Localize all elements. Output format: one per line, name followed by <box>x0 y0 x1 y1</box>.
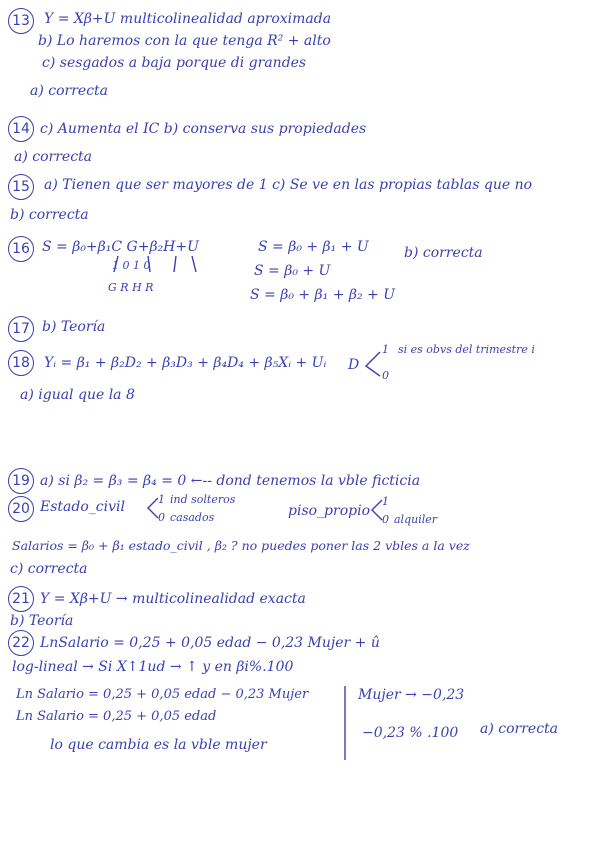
question-number-22: 22 <box>8 630 34 656</box>
q19-line-1: a) si β₂ = β₃ = β₄ = 0 ←-- dond tenemos la vble ficticia <box>40 473 421 489</box>
q16-equation-4: S = β₀ + β₁ + β₂ + U <box>250 287 396 303</box>
q21-line-2: b) Teoría <box>10 613 74 629</box>
q20-answer: c) correcta <box>10 561 88 577</box>
q20-var2-one: 1 <box>382 495 389 508</box>
q22-right-1: Mujer → −0,23 <box>358 687 465 703</box>
q20-variable-1: Estado_civil <box>40 499 125 515</box>
q13-line-2: b) Lo haremos con la que tenga R² + alto <box>38 33 331 49</box>
q20-equation: Salarios = β₀ + β₁ estado_civil , β₂ ? no puedes poner las 2 vbles a la vez <box>12 538 470 553</box>
question-number-20: 20 <box>8 496 34 522</box>
q20-var1-one: 1 <box>158 493 165 506</box>
q22-line-4: Ln Salario = 0,25 + 0,05 edad <box>16 709 217 724</box>
q22-line-5: lo que cambia es la vble mujer <box>50 737 267 753</box>
q16-sub-values: 1 0 1 0 <box>112 259 151 272</box>
q17-line-1: b) Teoría <box>42 319 106 335</box>
question-number-16: 16 <box>8 236 34 262</box>
q21-line-1: Y = Xβ+U → multicolinealidad exacta <box>40 591 306 607</box>
question-number-19: 19 <box>8 468 34 494</box>
q16-sub-labels: G R H R <box>108 281 154 294</box>
q20-variable-2: piso_propio <box>288 503 371 519</box>
q16-equation-2: S = β₀ + β₁ + U <box>258 239 369 255</box>
q20-var1-option-1: ind solteros <box>170 493 236 506</box>
question-number-14: 14 <box>8 116 34 142</box>
q20-var2-zero: 0 <box>382 513 389 526</box>
q15-line-1: a) Tienen que ser mayores de 1 c) Se ve en las propias tablas que no <box>44 177 533 193</box>
q14-line-2: a) correcta <box>14 149 93 165</box>
q18-note: si es obvs del trimestre i <box>398 343 535 356</box>
q18-line-2: a) igual que la 8 <box>20 387 135 403</box>
q18-value-one: 1 <box>382 343 389 356</box>
q14-line-1: c) Aumenta el IC b) conserva sus propiedades <box>40 121 367 137</box>
q13-line-3: c) sesgados a baja porque di grandes <box>42 55 307 71</box>
q22-line-1: LnSalario = 0,25 + 0,05 edad − 0,23 Mujer + û <box>40 635 380 651</box>
q20-var1-option-2: casados <box>170 511 215 524</box>
q18-equation: Yᵢ = β₁ + β₂D₂ + β₃D₃ + β₄D₄ + β₅Xᵢ + Uᵢ <box>44 355 327 371</box>
q16-equation-3: S = β₀ + U <box>254 263 331 279</box>
question-number-21: 21 <box>8 586 34 612</box>
q16-answer: b) correcta <box>404 245 483 261</box>
q22-answer: a) correcta <box>480 721 559 737</box>
question-number-13: 13 <box>8 8 34 34</box>
q15-line-2: b) correcta <box>10 207 89 223</box>
q18-dummy-symbol: D <box>348 357 360 373</box>
q22-line-3: Ln Salario = 0,25 + 0,05 edad − 0,23 Mujer <box>16 687 309 702</box>
q22-line-2: log-lineal → Si X↑1ud → ↑ y en βi%.100 <box>12 659 294 675</box>
q20-var1-zero: 0 <box>158 511 165 524</box>
q18-value-zero: 0 <box>382 369 389 382</box>
q13-line-4: a) correcta <box>30 83 109 99</box>
q16-equation-1: S = β₀+β₁C G+β₂H+U <box>42 239 199 255</box>
q22-right-2: −0,23 % .100 <box>362 725 459 741</box>
question-number-17: 17 <box>8 316 34 342</box>
question-number-18: 18 <box>8 350 34 376</box>
q13-line-1: Y = Xβ+U multicolinealidad aproximada <box>44 11 332 27</box>
question-number-15: 15 <box>8 174 34 200</box>
q20-var2-option: alquiler <box>394 513 438 526</box>
